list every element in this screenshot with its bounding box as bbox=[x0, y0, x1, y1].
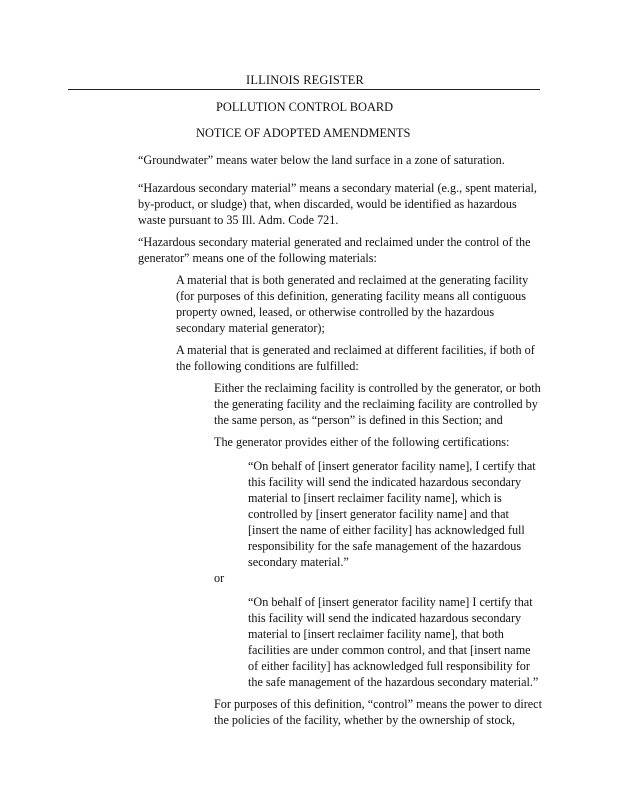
text-line: this facility will send the indicated hazardous secondary bbox=[248, 475, 522, 489]
text-line: For purposes of this definition, “control” means the power to direct bbox=[214, 697, 542, 711]
text-line: “Hazardous secondary material” means a secondary material (e.g., spent material, bbox=[138, 181, 537, 195]
text-line: secondary material.” bbox=[248, 555, 349, 569]
text-line: of either facility] has acknowledged full responsibility for bbox=[248, 659, 530, 673]
text-line: the following conditions are fulfilled: bbox=[176, 359, 359, 373]
text-line: “Groundwater” means water below the land surface in a zone of saturation. bbox=[138, 153, 505, 167]
text-line: material to [insert reclaimer facility name], which is bbox=[248, 491, 502, 505]
text-line: waste pursuant to 35 Ill. Adm. Code 721. bbox=[138, 213, 339, 227]
text-line: this facility will send the indicated hazardous secondary bbox=[248, 611, 522, 625]
or-separator: or bbox=[214, 571, 225, 585]
text-line: facilities are under common control, and that [insert name bbox=[248, 643, 531, 657]
text-line: the policies of the facility, whether by the ownership of stock, bbox=[214, 713, 516, 727]
text-line: responsibility for the safe management of the hazardous bbox=[248, 539, 522, 553]
agency-title: POLLUTION CONTROL BOARD bbox=[216, 100, 394, 114]
text-line: Either the reclaiming facility is controlled by the generator, or both bbox=[214, 381, 541, 395]
text-line: the safe management of the hazardous secondary material.” bbox=[248, 675, 539, 689]
text-line: by-product, or sludge) that, when discarded, would be identified as hazardous bbox=[138, 197, 517, 211]
notice-title: NOTICE OF ADOPTED AMENDMENTS bbox=[196, 126, 411, 140]
text-line: (for purposes of this definition, generating facility means all contiguous bbox=[176, 289, 526, 303]
text-line: material to [insert reclaimer facility name], that both bbox=[248, 627, 504, 641]
text-line: A material that is both generated and reclaimed at the generating facility bbox=[176, 273, 529, 287]
text-line: “On behalf of [insert generator facility name] I certify that bbox=[248, 595, 533, 609]
text-line: generator” means one of the following materials: bbox=[138, 251, 377, 265]
text-line: the generating facility and the reclaiming facility are controlled by bbox=[214, 397, 538, 411]
text-line: the same person, as “person” is defined in this Section; and bbox=[214, 413, 503, 427]
text-line: controlled by [insert generator facility name] and that bbox=[248, 507, 509, 521]
register-header: ILLINOIS REGISTER bbox=[246, 73, 365, 87]
text-line: secondary material generator); bbox=[176, 321, 325, 335]
text-line: [insert the name of either facility] has acknowledged full bbox=[248, 523, 525, 537]
text-line: “On behalf of [insert generator facility name], I certify that bbox=[248, 459, 536, 473]
text-line: “Hazardous secondary material generated and reclaimed under the control of the bbox=[138, 235, 531, 249]
text-line: property owned, leased, or otherwise controlled by the hazardous bbox=[176, 305, 495, 319]
text-line: A material that is generated and reclaimed at different facilities, if both of bbox=[176, 343, 535, 357]
header-rule bbox=[68, 89, 540, 90]
text-line: The generator provides either of the following certifications: bbox=[214, 435, 510, 449]
